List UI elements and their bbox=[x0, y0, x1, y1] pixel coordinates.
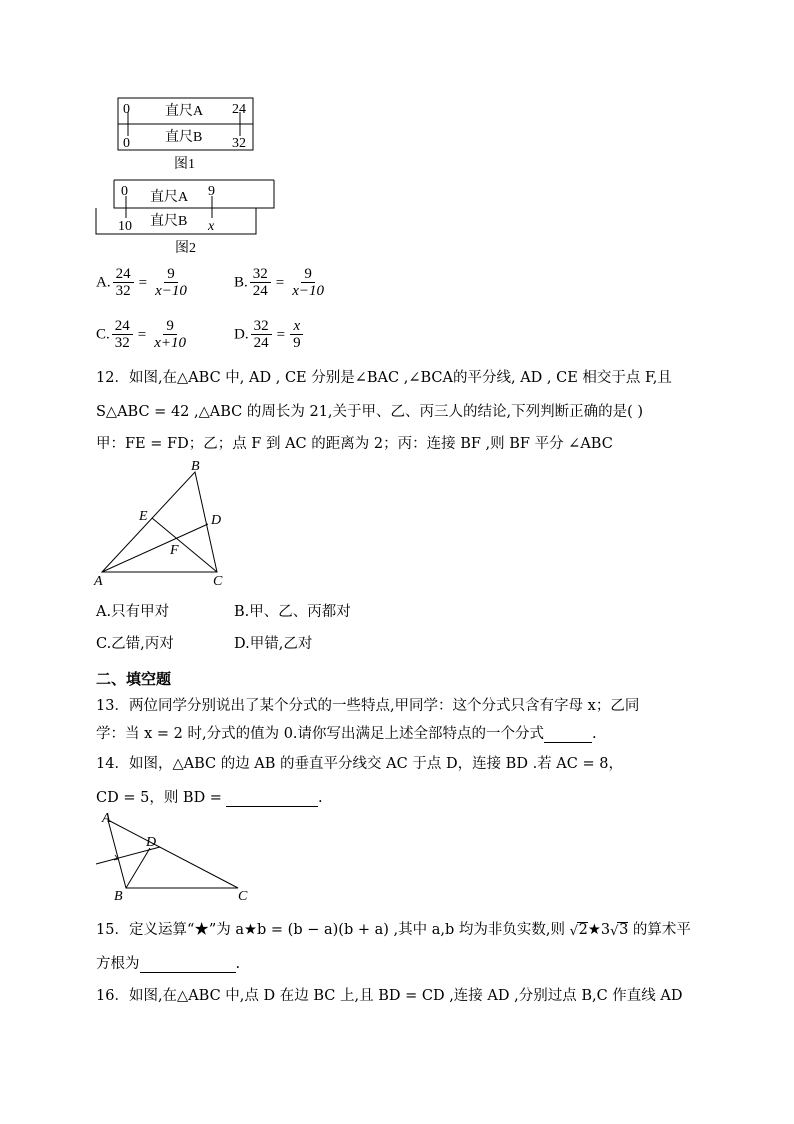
q13-answer-blank[interactable] bbox=[544, 726, 592, 743]
q14-line-2-end: . bbox=[317, 790, 323, 806]
q11-option-a[interactable]: A. $\frac{24}{32}$ = $\frac{9}{x-10}$ bbox=[96, 266, 192, 299]
q11-d-left-num: 32 bbox=[251, 318, 272, 335]
q12-label-a: A bbox=[94, 574, 103, 588]
q11-option-c[interactable]: C. $\frac{24}{32}$ = $\frac{9}{x+10}$ bbox=[96, 318, 191, 351]
q11-a-left-den: 32 bbox=[115, 283, 131, 299]
q15-line-2 bbox=[96, 952, 240, 973]
q11-b-right-den: x−10 bbox=[292, 283, 325, 299]
q11-option-c-letter: C. bbox=[96, 326, 110, 343]
q12-label-d: D bbox=[211, 513, 222, 528]
q15-line-2-end: . bbox=[235, 956, 241, 972]
fig1-ruler-b-left: 0 bbox=[123, 136, 130, 151]
q15-line-1-end: 的算术平 bbox=[632, 922, 691, 938]
q15-line-2-text: 方根为 bbox=[96, 956, 140, 972]
q13-line-1: 13．两位同学分别说出了某个分式的一些特点,甲同学：这个分式只含有字母 x；乙同 bbox=[96, 698, 640, 714]
q14-line-2-text: CD = 5，则 BD = bbox=[96, 790, 222, 806]
fig2-caption: 图2 bbox=[175, 241, 196, 256]
q11-c-left-num: 24 bbox=[112, 318, 133, 335]
section-2-heading bbox=[96, 668, 171, 689]
q15-sqrt-2: √ 2 bbox=[569, 922, 588, 939]
fig1-ruler-b-right: 32 bbox=[232, 136, 246, 151]
q15-star-three: ★3 bbox=[587, 922, 611, 938]
fig1-ruler-a-left: 0 bbox=[123, 102, 130, 117]
q14-answer-blank[interactable] bbox=[226, 790, 318, 807]
q11-b-right-num: 9 bbox=[301, 266, 315, 283]
q11-b-left-den: 24 bbox=[252, 283, 268, 299]
figure-1-rulers bbox=[110, 94, 260, 174]
q11-a-right-num: 9 bbox=[164, 266, 178, 283]
q15-answer-blank[interactable] bbox=[140, 956, 236, 973]
q12-line-2: S△ABC = 42 ,△ABC 的周长为 21,关于甲、乙、丙三人的结论,下列判断正确的是( ) bbox=[96, 404, 644, 420]
q16-line-1: 16．如图,在△ABC 中,点 D 在边 BC 上,且 BD = CD ,连接 AD ,分别过点 B,C 作直线 AD bbox=[96, 988, 683, 1004]
fig2-ruler-b-left: 10 bbox=[118, 219, 132, 234]
q11-option-d[interactable]: D. $\frac{32}{24}$ = $\frac{x}{9}$ bbox=[234, 318, 306, 351]
q11-option-a-letter: A. bbox=[96, 274, 111, 291]
q12-triangle-figure bbox=[92, 458, 242, 588]
q12-label-f: F bbox=[170, 543, 179, 558]
q14-label-a: A bbox=[102, 811, 111, 826]
fig1-caption: 图1 bbox=[174, 157, 195, 172]
q11-a-right-den: x−10 bbox=[155, 283, 187, 299]
q11-d-right-num: x bbox=[290, 318, 303, 335]
q12-label-c: C bbox=[213, 574, 223, 588]
q12-line-1: 12．如图,在△ABC 中, AD , CE 分别是∠BAC ,∠BCA的平分线, AD , CE 相交于点 F,且 bbox=[96, 370, 672, 386]
fig1-ruler-b-label: 直尺B bbox=[165, 130, 203, 145]
q11-a-left-num: 24 bbox=[113, 266, 134, 283]
q14-label-d: D bbox=[146, 835, 157, 850]
q13-line-2-end: . bbox=[592, 726, 597, 742]
q11-d-left-den: 24 bbox=[253, 335, 269, 351]
q12-option-a[interactable]: A.只有甲对 bbox=[96, 604, 170, 620]
q11-c-left-den: 32 bbox=[114, 335, 130, 351]
q11-d-right-den: 9 bbox=[293, 335, 301, 351]
q12-option-d[interactable]: D.甲错,乙对 bbox=[234, 636, 313, 652]
section-2-title: 二、填空题 bbox=[96, 670, 172, 688]
fig1-ruler-a-label: 直尺A bbox=[165, 104, 204, 119]
q14-line-2 bbox=[96, 786, 323, 807]
q11-option-b-letter: B. bbox=[234, 274, 248, 291]
q14-line-1: 14．如图，△ABC 的边 AB 的垂直平分线交 AC 于点 D，连接 BD .若 AC = 8， bbox=[96, 756, 623, 772]
q11-option-d-letter: D. bbox=[234, 326, 249, 343]
q13-line-2-text: 学：当 x = 2 时,分式的值为 0.请你写出满足上述全部特点的一个分式 bbox=[96, 726, 545, 742]
fig2-ruler-b-label: 直尺B bbox=[150, 214, 188, 229]
fig1-ruler-a-right: 24 bbox=[232, 102, 246, 117]
fig2-ruler-a-left: 0 bbox=[121, 184, 128, 199]
fig2-ruler-a-label: 直尺A bbox=[150, 190, 189, 205]
q15-line-1 bbox=[96, 918, 691, 939]
q11-c-right-den: x+10 bbox=[154, 335, 187, 351]
q12-option-c[interactable]: C.乙错,丙对 bbox=[96, 636, 174, 652]
figure-2-rulers bbox=[92, 176, 282, 260]
q11-option-b[interactable]: B. $\frac{32}{24}$ = $\frac{9}{x-10}$ bbox=[234, 266, 329, 299]
q14-label-c: C bbox=[238, 889, 248, 904]
q11-b-left-num: 32 bbox=[250, 266, 271, 283]
fig2-ruler-a-right: 9 bbox=[208, 184, 215, 199]
q12-label-b: B bbox=[191, 459, 200, 474]
q15-line-1-text: 15．定义运算“★”为 a★b = (b − a)(b + a) ,其中 a,b 均为非负实数,则 bbox=[96, 922, 565, 938]
q14-label-b: B bbox=[114, 889, 123, 904]
q12-option-b[interactable]: B.甲、乙、丙都对 bbox=[234, 604, 351, 620]
q15-sqrt-3-value: 3 bbox=[619, 922, 629, 938]
q13-line-2 bbox=[96, 722, 597, 743]
q12-label-e: E bbox=[139, 509, 148, 524]
q15-sqrt-2-value: 2 bbox=[578, 922, 588, 938]
q15-sqrt-3: √ 3 bbox=[610, 922, 629, 939]
q14-triangle-figure bbox=[92, 810, 262, 906]
fig2-ruler-b-right: x bbox=[208, 219, 215, 234]
q12-line-3: 甲：FE = FD；乙；点 F 到 AC 的距离为 2；丙：连接 BF ,则 BF 平分 ∠ABC bbox=[96, 436, 613, 452]
q11-c-right-num: 9 bbox=[163, 318, 177, 335]
